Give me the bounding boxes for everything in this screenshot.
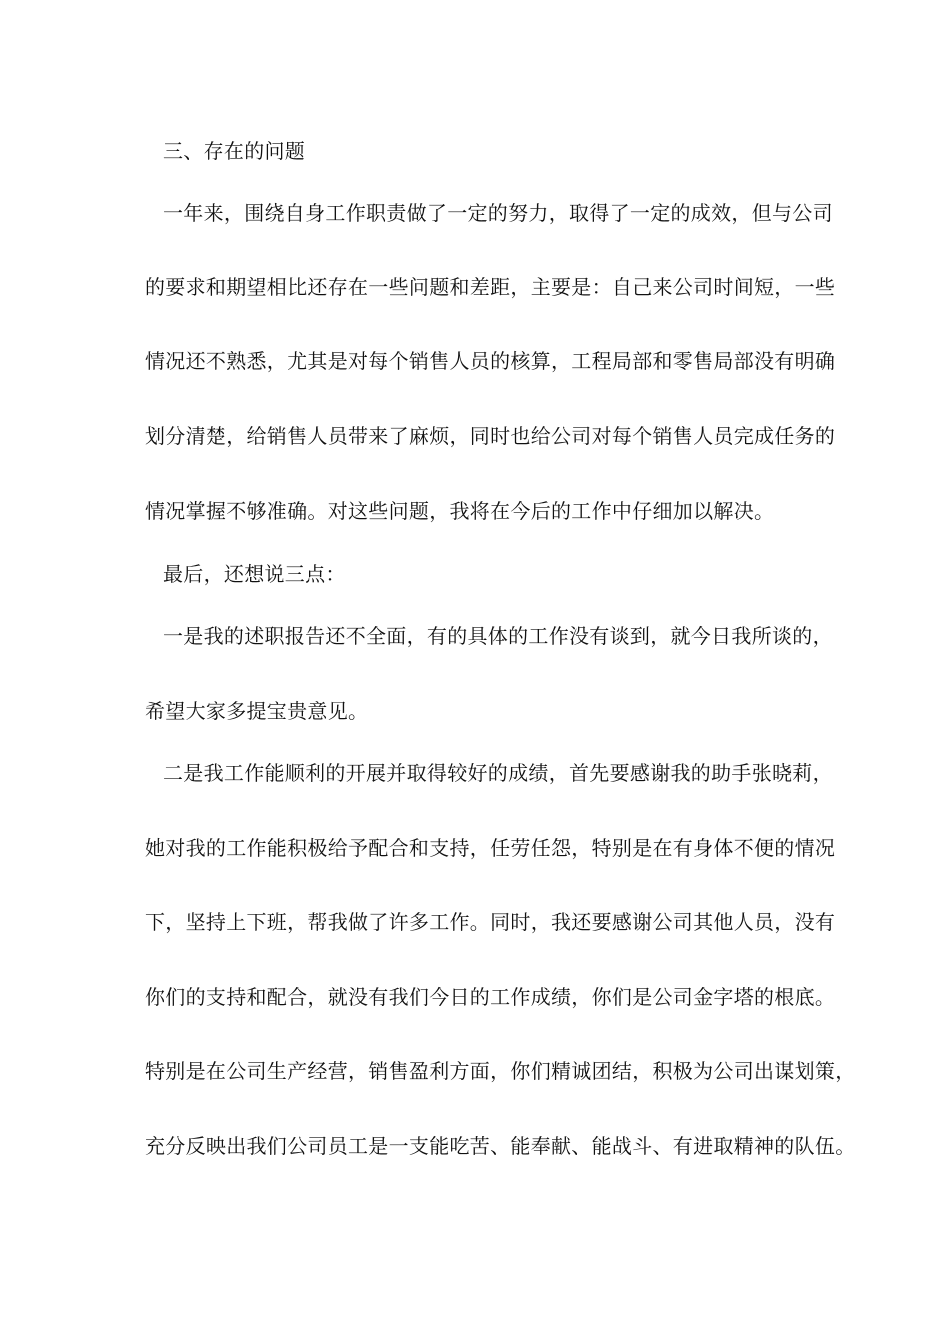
paragraph-line: 特别是在公司生产经营，销售盈利方面，你们精诚团结，积极为公司出谋划策， [145,1059,856,1083]
paragraph-line: 充分反映出我们公司员工是一支能吃苦、能奉献、能战斗、有进取精神的队伍。 [145,1134,856,1158]
paragraph-line: 一年来，围绕自身工作职责做了一定的努力，取得了一定的成效，但与公司 [163,201,833,225]
section-heading: 三、存在的问题 [163,139,306,163]
paragraph-line: 下，坚持上下班，帮我做了许多工作。同时，我还要感谢公司其他人员，没有 [145,910,836,934]
paragraph-line: 你们的支持和配合，就没有我们今日的工作成绩，你们是公司金字塔的根底。 [145,985,836,1009]
paragraph-line: 二是我工作能顺利的开展并取得较好的成绩，首先要感谢我的助手张晓莉， [163,761,833,785]
paragraph-line: 最后，还想说三点： [163,562,346,586]
paragraph-line: 情况还不熟悉，尤其是对每个销售人员的核算，工程局部和零售局部没有明确 [145,349,836,373]
paragraph-line: 希望大家多提宝贵意见。 [145,699,369,723]
paragraph-line: 她对我的工作能积极给予配合和支持，任劳任怨，特别是在有身体不便的情况 [145,836,836,860]
paragraph-line: 一是我的述职报告还不全面，有的具体的工作没有谈到，就今日我所谈的， [163,624,833,648]
paragraph-line: 划分清楚，给销售人员带来了麻烦，同时也给公司对每个销售人员完成任务的 [145,424,836,448]
paragraph-line: 的要求和期望相比还存在一些问题和差距，主要是：自己来公司时间短，一些 [145,275,836,299]
paragraph-line: 情况掌握不够准确。对这些问题，我将在今后的工作中仔细加以解决。 [145,499,775,523]
